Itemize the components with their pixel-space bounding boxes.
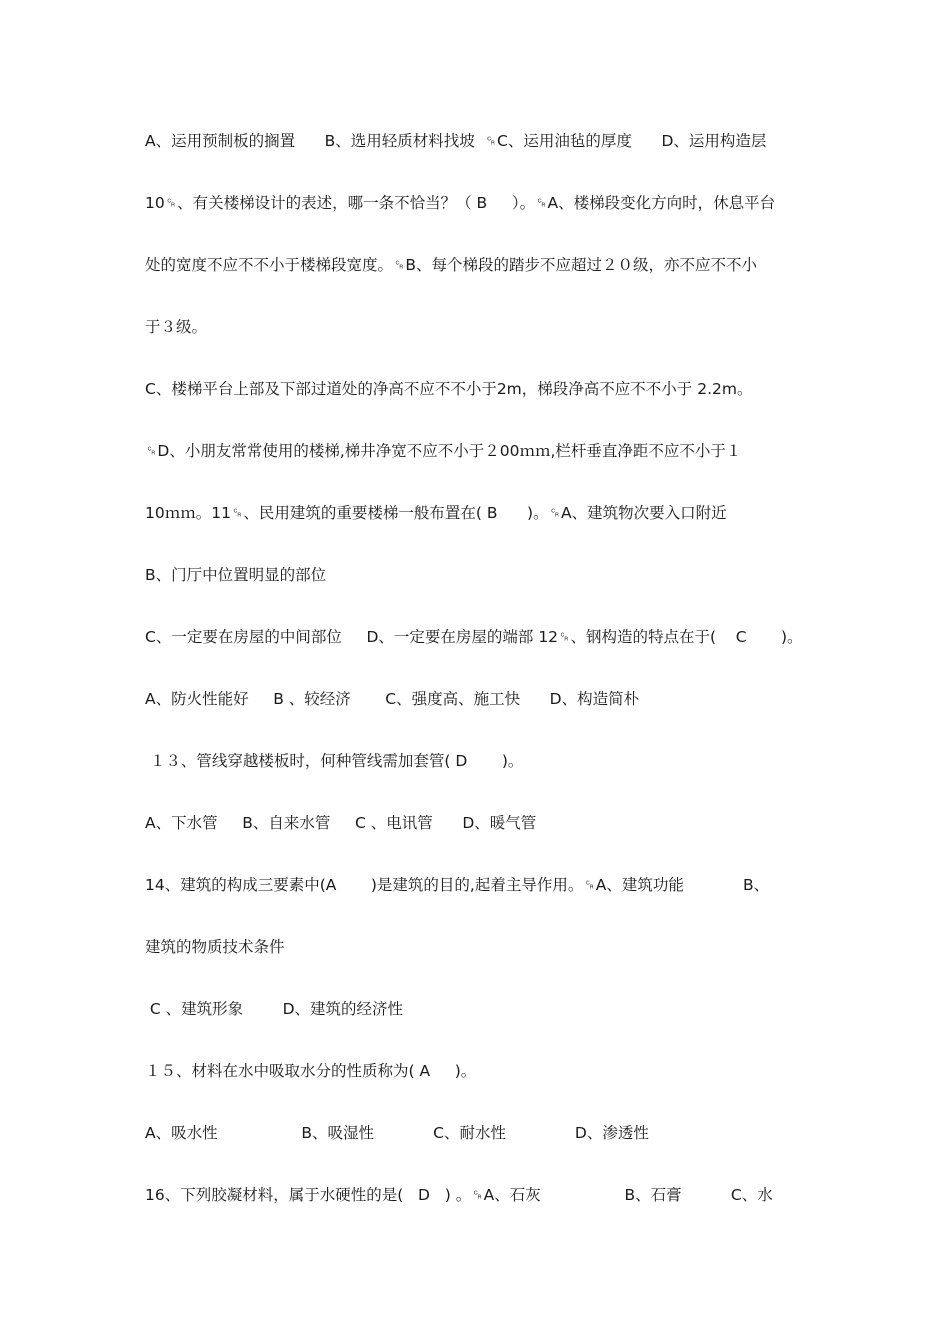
text-line-5: C、楼梯平台上部及下部过道处的净高不应不不小于2m，梯段净高不应不不小于 2.2m。 bbox=[145, 380, 753, 398]
text-line-2: 10␍、有关楼梯设计的表述，哪一条不恰当？（ B ）。␍A、楼梯段变化方向时，休息平台 bbox=[145, 194, 776, 212]
text-line-4: 于３级。 bbox=[145, 318, 208, 336]
text-line-18: 16、下列胶凝材料，属于水硬性的是( D ) 。␍A、石灰 B、石膏 C、水 bbox=[145, 1186, 773, 1204]
text-line-14: 建筑的物质技术条件 bbox=[145, 938, 285, 956]
text-line-12: A、下水管 B、自来水管 C 、电讯管 D、暖气管 bbox=[145, 814, 537, 832]
text-line-7: 10ｍｍ。11␍、民用建筑的重要楼梯一般布置在( B )。␍A、建筑物次要入口附近 bbox=[145, 504, 727, 522]
text-line-3: 处的宽度不应不不小于楼梯段宽度。␍B、每个梯段的踏步不应超过２０级，亦不应不不小 bbox=[145, 256, 758, 274]
text-line-11: １３、管线穿越楼板时，何种管线需加套管( D )。 bbox=[145, 752, 524, 770]
text-line-17: A、吸水性 B、吸湿性 C、耐水性 D、渗透性 bbox=[145, 1124, 649, 1142]
text-line-10: A、防火性能好 B 、较经济 C、强度高、施工快 D、构造简朴 bbox=[145, 690, 640, 708]
text-line-16: １５、材料在水中吸取水分的性质称为( A )。 bbox=[145, 1062, 477, 1080]
text-line-13: 14、建筑的构成三要素中(A )是建筑的目的,起着主导作用。␍A、建筑功能 B、 bbox=[145, 876, 770, 894]
text-line-1: A、运用预制板的搁置 B、选用轻质材料找坡 ␍C、运用油毡的厚度 D、运用构造层 bbox=[145, 132, 767, 150]
text-line-6: ␍D、小朋友常常使用的楼梯,梯井净宽不应不小于２00ｍｍ,栏杆垂直净距不应不小于１ bbox=[145, 442, 742, 460]
text-line-15: C 、建筑形象 D、建筑的经济性 bbox=[145, 1000, 404, 1018]
text-line-8: B、门厅中位置明显的部位 bbox=[145, 566, 327, 584]
text-line-9: C、一定要在房屋的中间部位 D、一定要在房屋的端部 12␍、钢构造的特点在于( C )。 bbox=[145, 628, 803, 646]
